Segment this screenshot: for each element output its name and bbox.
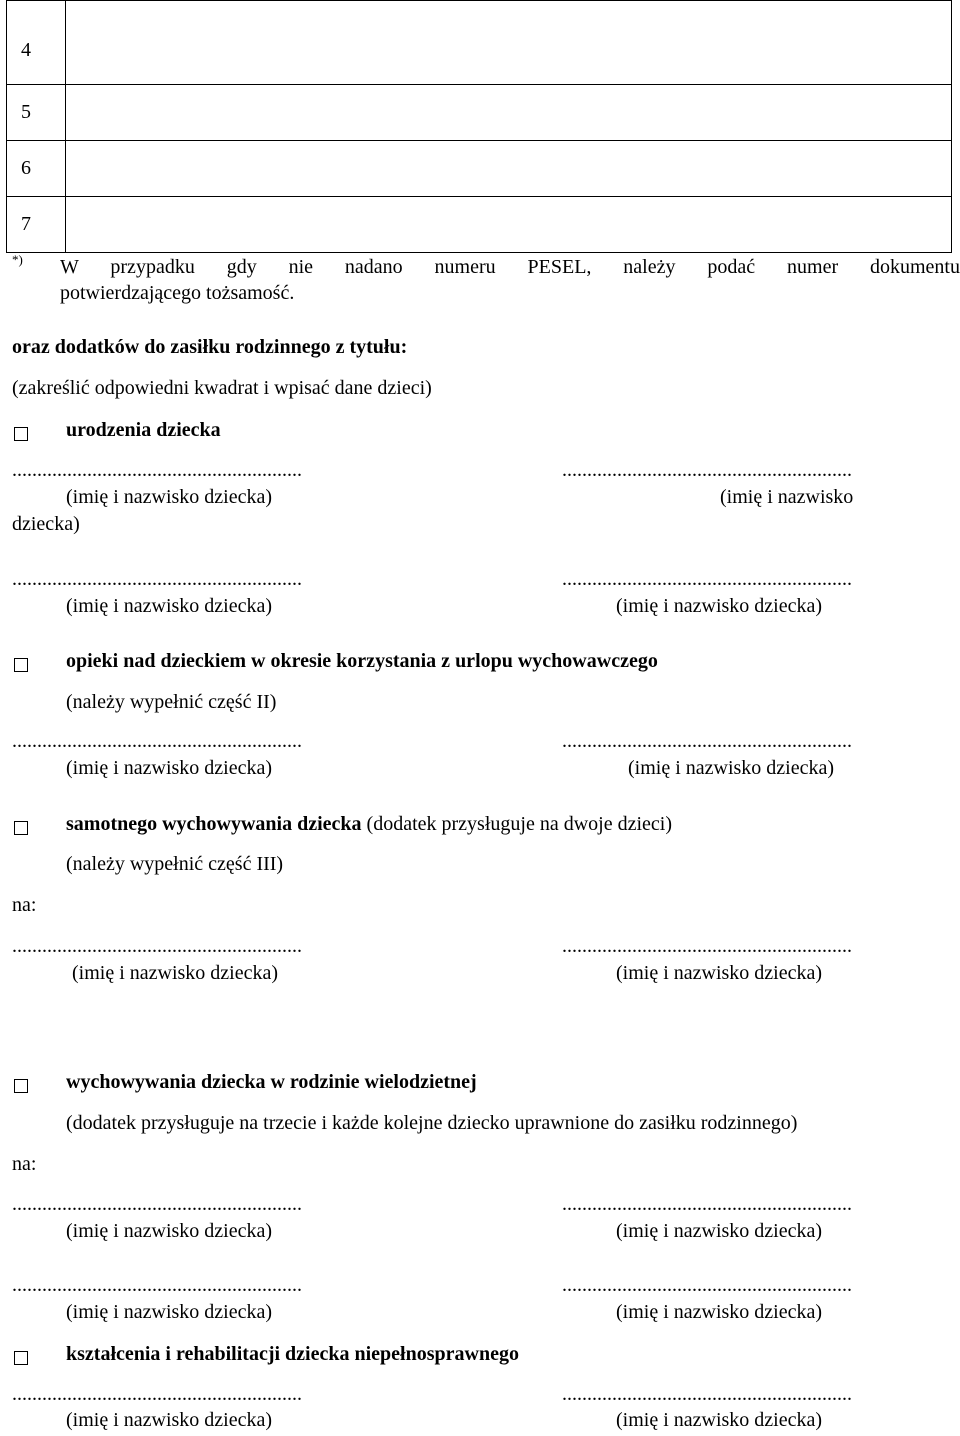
- section-title-single-line: [66, 813, 672, 836]
- child-label: (imię i nazwisko dziecka): [66, 1409, 273, 1431]
- child-label: (imię i nazwisko dziecka): [66, 1220, 273, 1242]
- na-label: na:: [12, 1153, 37, 1175]
- checkbox-education[interactable]: [14, 1351, 28, 1365]
- dots-line[interactable]: ..........................................................: [562, 1274, 852, 1296]
- row-cell[interactable]: [66, 85, 952, 141]
- checkbox-care[interactable]: [14, 658, 28, 672]
- child-label: (imię i nazwisko dziecka): [616, 962, 823, 984]
- dots-line[interactable]: ..........................................................: [12, 1274, 302, 1296]
- child-label: (imię i nazwisko dziecka): [628, 757, 835, 779]
- footnote-line-1: W przypadku gdy nie nadano numeru PESEL, należy podać numer dokumentu: [60, 256, 960, 278]
- section-note-single: (należy wypełnić część III): [66, 853, 284, 875]
- checkbox-large-family[interactable]: [14, 1079, 28, 1093]
- child-label-split: (imię i nazwisko: [720, 486, 854, 508]
- section-note-care: (należy wypełnić część II): [66, 691, 277, 713]
- dots-line[interactable]: ..........................................................: [562, 1193, 852, 1215]
- dots-line[interactable]: ..........................................................: [12, 935, 302, 957]
- section-title-birth: urodzenia dziecka: [66, 419, 221, 441]
- child-label: (imię i nazwisko dziecka): [616, 1301, 823, 1323]
- child-label: (imię i nazwisko dziecka): [72, 962, 279, 984]
- dots-line[interactable]: ..........................................................: [12, 1383, 302, 1405]
- child-label: (imię i nazwisko dziecka): [66, 757, 273, 779]
- child-label: (imię i nazwisko dziecka): [66, 486, 273, 508]
- footnote-marker: *): [12, 252, 23, 267]
- dots-line[interactable]: ..........................................................: [562, 935, 852, 957]
- section-title-single: samotnego wychowywania dziecka: [66, 813, 362, 835]
- instruction-text: (zakreślić odpowiedni kwadrat i wpisać dane dzieci): [12, 377, 432, 399]
- row-cell[interactable]: [66, 1, 952, 85]
- section-title-large-family: wychowywania dziecka w rodzinie wielodzietnej: [66, 1071, 477, 1093]
- row-number: 7: [7, 197, 66, 253]
- child-label: (imię i nazwisko dziecka): [616, 1220, 823, 1242]
- section-note-large-family: (dodatek przysługuje na trzecie i każde kolejne dziecko uprawnione do zasiłku rodzinnego): [66, 1112, 798, 1134]
- row-number: 6: [7, 141, 66, 197]
- dots-line[interactable]: ..........................................................: [562, 730, 852, 752]
- section-title-single-rest: (dodatek przysługuje na dwoje dzieci): [361, 813, 672, 835]
- checkbox-single[interactable]: [14, 821, 28, 835]
- row-number: 5: [7, 85, 66, 141]
- child-label: (imię i nazwisko dziecka): [66, 595, 273, 617]
- dots-line[interactable]: ..........................................................: [12, 459, 302, 481]
- checkbox-birth[interactable]: [14, 427, 28, 441]
- child-label: (imię i nazwisko dziecka): [66, 1301, 273, 1323]
- child-label: (imię i nazwisko dziecka): [616, 595, 823, 617]
- child-label: (imię i nazwisko dziecka): [616, 1409, 823, 1431]
- dots-line[interactable]: ..........................................................: [12, 730, 302, 752]
- footnote-line-2: potwierdzającego tożsamość.: [60, 282, 295, 304]
- na-label: na:: [12, 894, 37, 916]
- child-label-split-cont: dziecka): [12, 513, 80, 535]
- dots-line[interactable]: ..........................................................: [12, 568, 302, 590]
- dots-line[interactable]: ..........................................................: [562, 1383, 852, 1405]
- section-heading: oraz dodatków do zasiłku rodzinnego z tytułu:: [12, 336, 408, 358]
- row-number: 4: [7, 1, 66, 85]
- row-cell[interactable]: [66, 197, 952, 253]
- children-table: [6, 0, 952, 253]
- dots-line[interactable]: ..........................................................: [562, 459, 852, 481]
- section-title-care: opieki nad dzieckiem w okresie korzystania z urlopu wychowawczego: [66, 650, 658, 672]
- row-cell[interactable]: [66, 141, 952, 197]
- section-title-education: kształcenia i rehabilitacji dziecka niepełnosprawnego: [66, 1343, 519, 1365]
- dots-line[interactable]: ..........................................................: [12, 1193, 302, 1215]
- dots-line[interactable]: ..........................................................: [562, 568, 852, 590]
